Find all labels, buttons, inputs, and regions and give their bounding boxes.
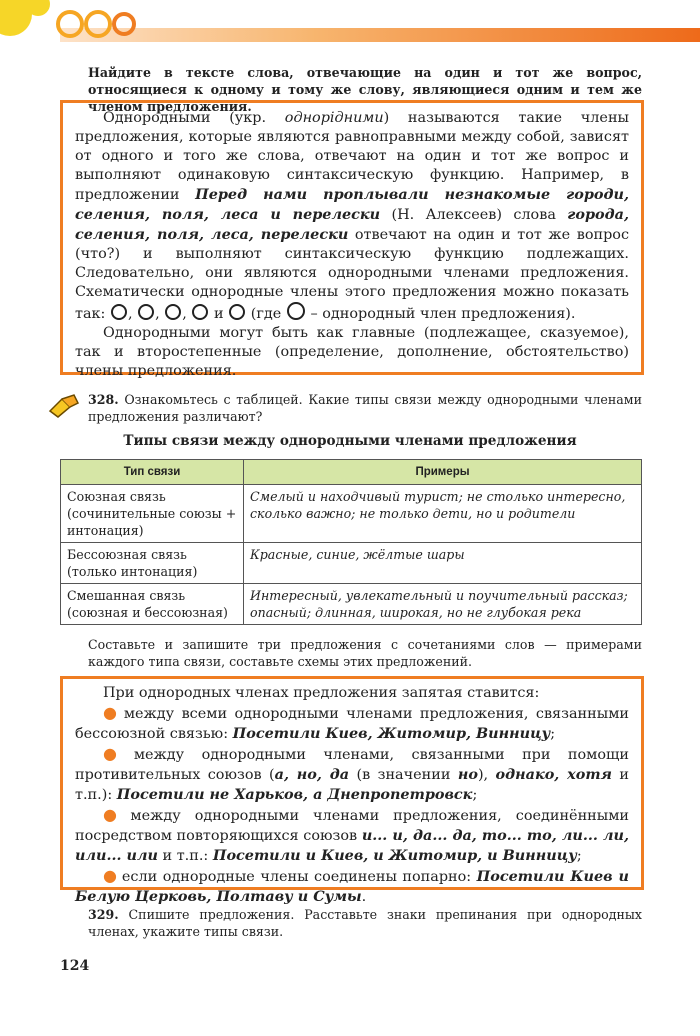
table-row: Смешанная связь (союзная и бессоюзная) Интересный, увлекательный и поучительный рассказ; опасный; длинная, широкая, но не глубокая река [61, 584, 642, 625]
page-number: 124 [60, 958, 90, 974]
table-title: Типы связи между однородными членами предложения [123, 433, 577, 449]
table-row: Бессоюзная связь (только интонация) Красные, синие, жёлтые шары [61, 543, 642, 584]
definition-p2: Однородными могут быть как главные (подлежащее, сказуемое), так и второстепенные (определение, дополнение, обстоятельство) члены предложения. [75, 325, 629, 379]
rule-item: ● между однородными членами, связанными при помощи противительных союзов (а, но, да (в значении но), однако, хотя и т.п.): Посетили не Харьков, а Днепропетровск; [75, 744, 629, 803]
after-table-task: Составьте и запишите три предложения с сочетаниями слов — примерами каждого типа связи, составьте схемы этих предложений. [88, 637, 642, 669]
circle-icon [165, 304, 181, 320]
connection-types-table [60, 459, 642, 625]
intro-task-text: Найдите в тексте слова, отвечающие на один и тот же вопрос, относящиеся к одному и тому же слову, являющиеся одним и тем же членом предложения. [88, 65, 642, 114]
definition-box: Однородными (укр. однорідними) называются такие члены предложения, которые являются равноправными между собой, зависят от одного и того же слова, отвечают на один и тот же вопрос и выполняют одинаковую синтаксическую функцию. Например, в предложении Перед нами проплывали незнакомые городи, селения, поля, леса и перелески (Н. Алексеев) слова города, селения, поля, леса, перелески отвечают на один и тот же вопрос (что?) и выполняют синтаксическую функцию подлежащих. Следовательно, они являются однородными членами предложения. Схематически однородные члены этого предложения можно показать так: , , , и (где – однородный член предложения). Однородными могут быть как главные (подлежащее, сказуемое), так и второстепенные (определение, дополнение, обстоятельство) члены предложения. [60, 100, 644, 375]
rule-item: ● если однородные члены соединены попарно: Посетили Киев и Белую Церковь, Полтаву и Сумы. [75, 866, 629, 905]
decorative-circles [0, 0, 700, 60]
bullet-icon: ● [103, 866, 118, 885]
rule-item: ● между однородными членами предложения, соединёнными посредством повторяющихся союзов и... и, да... да, то... то, ли... ли, или... или и т.п.: Посетили и Киев, и Житомир, и Винницу; [75, 805, 629, 864]
circle-icon [111, 304, 127, 320]
rules-intro: При однородных членах предложения запятая ставится: [103, 685, 540, 701]
bullet-icon: ● [103, 703, 120, 722]
circle-icon [287, 302, 305, 320]
exercise-328: 328. Ознакомьтесь с таблицей. Какие типы связи между однородными членами предложения различают? [88, 392, 642, 424]
circle-icon [138, 304, 154, 320]
rule-item: ● между всеми однородными членами предложения, связанными бессоюзной связью: Посетили Киев, Житомир, Винницу; [75, 703, 629, 742]
circle-icon [229, 304, 245, 320]
table-header-type: Тип связи [61, 460, 244, 485]
circle-icon [192, 304, 208, 320]
table-row: Союзная связь (сочинительные союзы + интонация) Смелый и находчивый турист; не столько интересно, сколько важно; не только дети, но и родители [61, 485, 642, 543]
bullet-icon: ● [103, 744, 130, 763]
rules-box [60, 676, 644, 905]
exercise-329: 329. Спишите предложения. Расставьте знаки препинания при однородных членах, укажите типы связи. [88, 907, 642, 939]
table-header-examples: Примеры [244, 460, 642, 485]
pen-book-icon [48, 393, 80, 419]
bullet-icon: ● [103, 805, 127, 824]
